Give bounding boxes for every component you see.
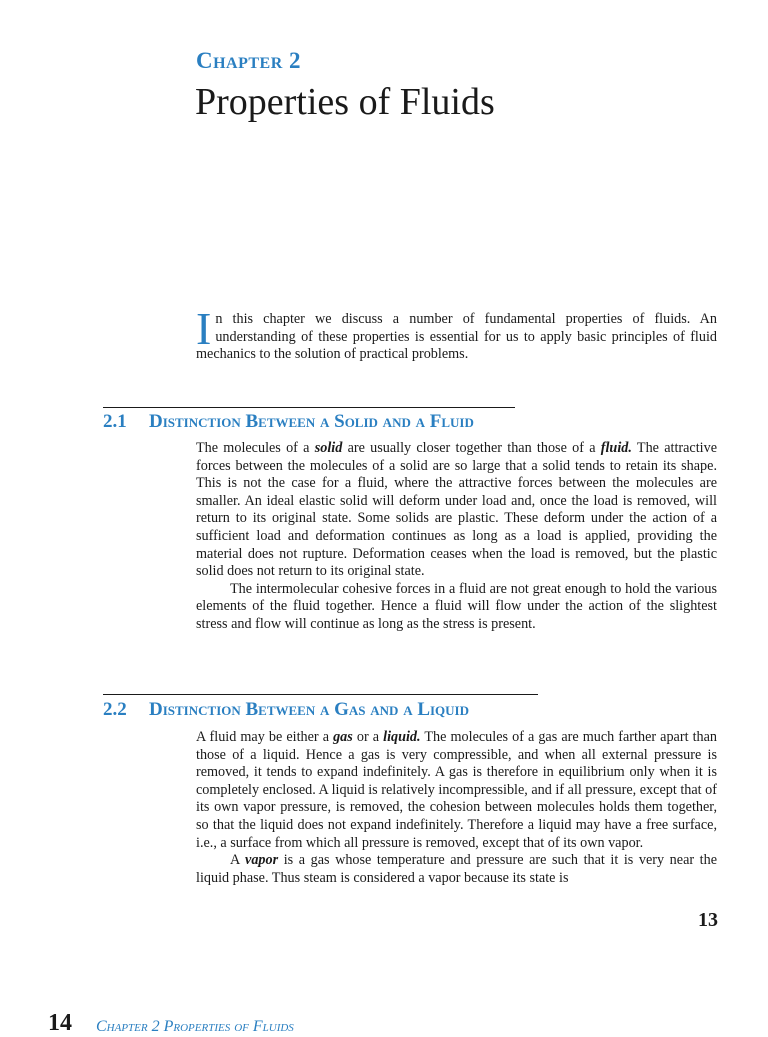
paragraph xyxy=(196,729,717,852)
term-vapor: vapor xyxy=(245,852,279,869)
paragraph xyxy=(196,852,717,887)
section-heading xyxy=(103,699,469,721)
text-run: are usually closer together than those of a xyxy=(342,440,601,456)
chapter-title: Properties of Fluids xyxy=(195,81,495,123)
page-number: 13 xyxy=(698,909,718,931)
next-page-number: 14 xyxy=(48,1010,72,1036)
term-fluid: fluid. xyxy=(600,440,632,456)
paragraph xyxy=(196,440,717,581)
section-title: Distinction Between a Gas and a Liquid xyxy=(149,699,470,720)
intro-paragraph xyxy=(196,303,717,364)
text-run: is a gas whose temperature and pressure are such that it is very near the liquid phase. Thus steam is considered a vapor because its state is xyxy=(196,852,717,886)
text-run: A xyxy=(230,852,246,869)
section-body xyxy=(196,729,717,887)
drop-cap: I xyxy=(196,303,212,354)
intro-text: n this chapter we discuss a number of fundamental properties of fluids. An understanding of these properties is essential for us to apply basic principles of fluid mechanics to the solution of practical problems. xyxy=(196,311,717,363)
section-title: Distinction Between a Solid and a Fluid xyxy=(149,411,474,432)
term-solid: solid xyxy=(314,440,343,456)
text-run: The attractive forces between the molecules of a solid are so large that a solid tends to retain its shape. This is not the case for a fluid, where the attractive forces between the molecules are smaller. An ideal elastic solid will deform under load and, once the load is removed, will return to its original state. Some solids are plastic. These deform under the action of a sufficient load and deformation continues as long as a load is applied, providing the material does not rupture. Deformation ceases when the load is removed, but the plastic solid does not return to its original state. xyxy=(196,440,717,580)
section-heading xyxy=(103,411,474,433)
section-rule xyxy=(103,694,538,695)
section-number: 2.1 xyxy=(103,411,127,432)
text-run: A fluid may be either a xyxy=(196,729,334,745)
term-liquid: liquid. xyxy=(383,729,421,745)
running-head: Chapter 2 Properties of Fluids xyxy=(96,1018,294,1035)
section-body xyxy=(196,440,717,634)
section-rule xyxy=(103,407,515,408)
paragraph: The intermolecular cohesive forces in a fluid are not great enough to hold the various elements of the fluid together. Hence a fluid will flow under the action of the slightest stress and flow will continue as long as the stress is present. xyxy=(196,580,717,632)
chapter-label: Chapter 2 xyxy=(196,48,302,73)
text-run: The molecules of a gas are much farther apart than those of a liquid. Hence a gas is very compressible, and when all external pressure is removed, it tends to expand indefinitely. A gas is therefore in equilibrium only when it is completely enclosed. A liquid is relatively incompressible, and if all pressure, except that of its own vapor pressure, is removed, the cohesion between molecules holds them together, so that the liquid does not expand indefinitely. Therefore a liquid may have a free surface, i.e., a surface from which all pressure is removed, except that of its own vapor. xyxy=(196,729,718,851)
text-run: or a xyxy=(352,729,384,745)
term-gas: gas xyxy=(333,729,353,745)
text-run: The molecules of a xyxy=(196,440,315,456)
section-number: 2.2 xyxy=(103,699,127,720)
